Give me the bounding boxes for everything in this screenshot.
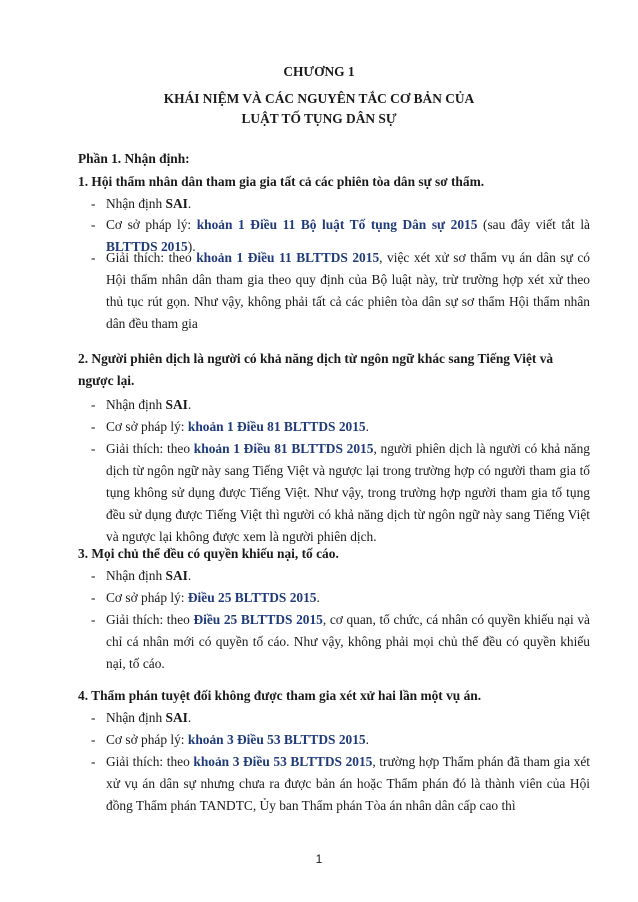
q3-explanation: - Giải thích: theo Điều 25 BLTTDS 2015, cơ quan, tổ chức, cá nhân có quyền khiếu nại và chỉ cá nhân mới có quyền tố cáo. Như vậy, không phải mọi chủ thể đều có quyền khiếu nại, tố cáo. [91,612,590,671]
q4-verdict: - Nhận định SAI. [91,710,192,725]
chapter-title-line-2: LUẬT TỐ TỤNG DÂN SỰ [241,111,397,126]
question-1 [78,172,590,192]
q1-legal-basis: - Cơ sở pháp lý: khoản 1 Điều 11 Bộ luật Tố tụng Dân sự 2015 (sau đây viết tắt là BLTTDS 2015). [91,217,590,254]
q1-verdict: - Nhận định SAI. [91,196,192,211]
verdict-value: SAI [165,196,188,211]
q4-explanation: - Giải thích: theo khoản 3 Điều 53 BLTTDS 2015, trường hợp Thẩm phán đã tham gia xét xử vụ án dân sự nhưng chưa ra được bản án hoặc Thẩm phán đó là thành viên của Hội đồng Thẩm phán TANDTC, Ủy ban Thẩm phán Tòa án nhân dân cấp cao thì [91,754,590,813]
q2-explanation: - Giải thích: theo khoản 1 Điều 81 BLTTDS 2015, người phiên dịch là người có khả năng dịch từ ngôn ngữ này sang Tiếng Việt và ngược lại trong trường hợp có người tham gia tố tụng không sử dụng được Tiếng Việt. Như vậy, trong trường hợp người tham gia tố tụng đều sử dụng được Tiếng Việt thì người có khả năng dịch từ ngôn ngữ này sang Tiếng Việt và ngược lại không được xem là người phiên dịch. [91,441,591,544]
question-number: 3. [78,546,89,561]
page-number: 1 [315,852,323,866]
chapter-title-line-1: KHÁI NIỆM VÀ CÁC NGUYÊN TẮC CƠ BẢN CỦA [163,91,475,106]
question-text: Hội thẩm nhân dân tham gia gia tất cả các phiên tòa dân sự sơ thẩm. [91,174,485,189]
q2-legal-basis: - Cơ sở pháp lý: khoản 1 Điều 81 BLTTDS 2015. [91,419,369,434]
chapter-heading: CHƯƠNG 1 [283,64,355,79]
legal-reference: khoản 1 Điều 81 BLTTDS 2015 [193,441,374,456]
legal-abbreviation: BLTTDS 2015 [106,239,188,254]
q2-verdict: - Nhận định SAI. [91,397,192,412]
legal-reference: khoản 3 Điều 53 BLTTDS 2015 [187,732,366,747]
q3-verdict: - Nhận định SAI. [91,568,192,583]
verdict-value: SAI [165,568,188,583]
question-text: Người phiên dịch là người có khả năng dịch từ ngôn ngữ khác sang Tiếng Việt và ngược lại. [78,351,554,388]
question-number: 2. [78,351,89,366]
q1-explanation: - Giải thích: theo khoản 1 Điều 11 BLTTDS 2015, việc xét xử sơ thẩm vụ án dân sự có Hội thẩm nhân dân tham gia theo quy định của Bộ luật này, trừ trường hợp xét xử theo thủ tục rút gọn. Như vậy, không phải tất cả các phiên tòa dân sự sơ thẩm Hội thẩm nhân dân đều tham gia [91,250,590,331]
verdict-value: SAI [165,397,188,412]
legal-reference: khoản 1 Điều 81 BLTTDS 2015 [187,419,366,434]
question-2 [78,348,590,392]
legal-reference: khoản 1 Điều 11 Bộ luật Tố tụng Dân sự 2015 [196,217,478,232]
legal-reference: Điều 25 BLTTDS 2015 [187,590,317,605]
q4-legal-basis: - Cơ sở pháp lý: khoản 3 Điều 53 BLTTDS 2015. [91,732,369,747]
question-3 [78,544,590,564]
question-4 [78,686,590,706]
question-text: Mọi chủ thể đều có quyền khiếu nại, tố cáo. [91,546,339,561]
legal-reference: Điều 25 BLTTDS 2015 [193,612,323,627]
legal-reference: khoản 3 Điều 53 BLTTDS 2015 [193,754,373,769]
question-text: Thẩm phán tuyệt đối không được tham gia xét xử hai lần một vụ án. [91,688,482,703]
part-title: Phần 1. Nhận định: [78,151,190,166]
q3-legal-basis: - Cơ sở pháp lý: Điều 25 BLTTDS 2015. [91,590,320,605]
question-number: 4. [78,688,89,703]
question-number: 1. [78,174,89,189]
verdict-value: SAI [165,710,188,725]
legal-reference: khoản 1 Điều 11 BLTTDS 2015 [196,250,380,265]
